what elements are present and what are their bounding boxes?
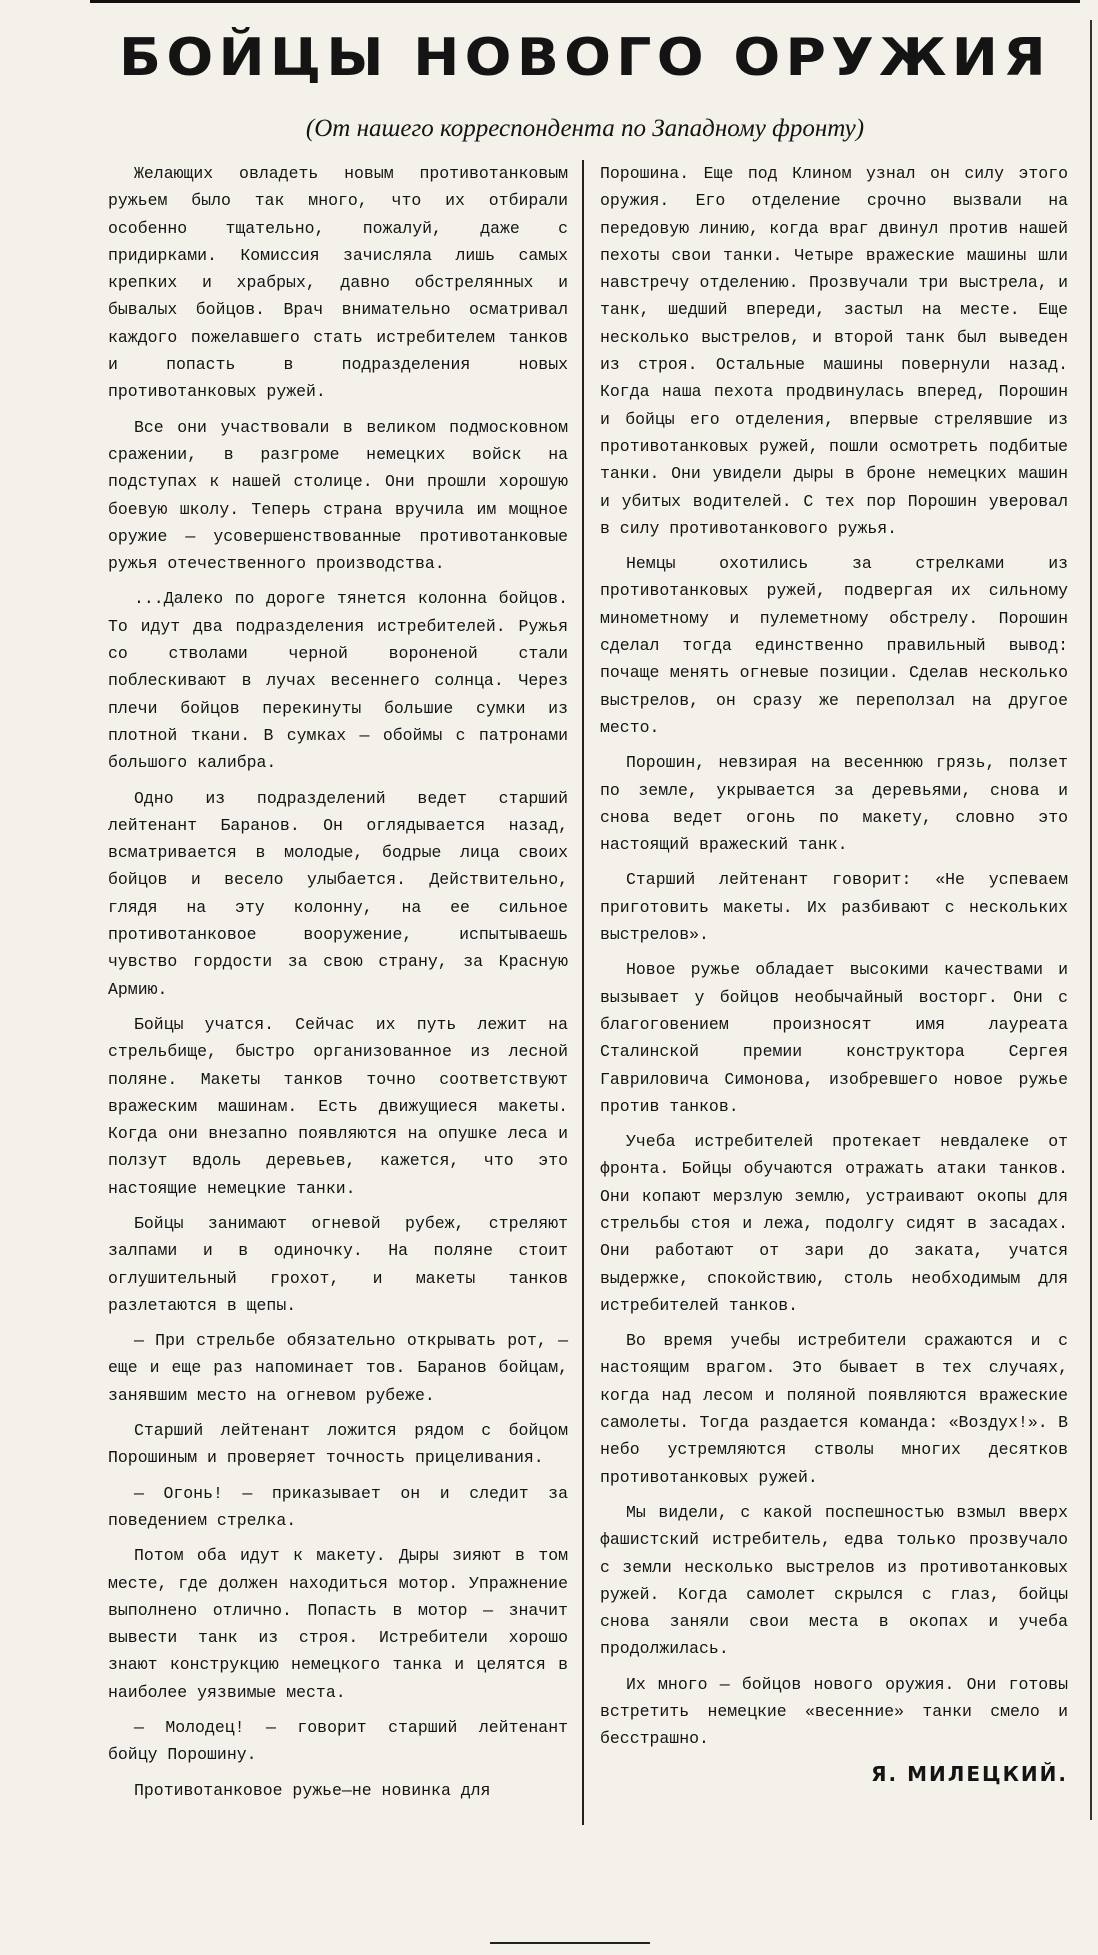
paragraph: Бойцы занимают огневой рубеж, стреляют залпами и в одиночку. На поляне стоит оглушительный грохот, и макеты танков разлетаются в щепы.: [108, 1213, 568, 1315]
paragraph: Немцы охотились за стрелками из противотанковых ружей, подвергая их сильному минометному и пулеметному обстрелу. Порошин сделал тогда единственно правильный вывод: почаще менять огневые позиции. Сделав несколько выстрелов, он сразу же переползал на другое место.: [600, 554, 1068, 737]
paragraph: Все они участвовали в великом подмосковном сражении, в разгроме немецких войск на подступах к нашей столице. Они прошли хорошую боевую школу. Теперь страна вручила им мощное оружие — усовершенствованные противотанковые ружья отечественного производства.: [108, 417, 568, 574]
paragraph: Желающих овладеть новым противотанковым ружьем было так много, что их отбирали особенно тщательно, пожалуй, даже с придирками. Комиссия зачисляла лишь самых крепких и храбрых, давно обстрелянных и бывалых бойцов. Врач внимательно осматривал каждого пожелавшего стать истребителем танков и попасть в подразделения новых противотанковых ружей.: [108, 164, 568, 402]
paragraph: Бойцы учатся. Сейчас их путь лежит на стрельбище, быстро организованное из лесной поляне. Макеты танков точно соответствуют вражеским машинам. Есть движущиеся макеты. Когда они внезапно появляются на опушке леса и ползут вдоль деревьев, кажется, что это настоящие немецкие танки.: [108, 1014, 568, 1198]
headline: БОЙЦЫ НОВОГО ОРУЖИЯ: [119, 28, 1051, 88]
paragraph: Во время учебы истребители сражаются и с настоящим врагом. Это бывает в тех случаях, когда над лесом и поляной появляются вражеские самолеты. Тогда раздается команда: «Воздух!». В небо устремляются стволы многих десятков противотанковых ружей.: [600, 1331, 1068, 1487]
column-divider: [582, 160, 584, 1825]
paragraph: — При стрельбе обязательно открывать рот, — еще и еще раз напоминает тов. Баранов бойцам, занявшим место на огневом рубеже.: [108, 1331, 568, 1405]
paragraph: Старший лейтенант ложится рядом с бойцом Порошиным и проверяет точность прицеливания.: [108, 1421, 568, 1468]
paragraph: Порошин, невзирая на весеннюю грязь, ползет по земле, укрывается за деревьями, снова и снова ведет огонь по макету, словно это настоящий вражеский танк.: [600, 753, 1068, 855]
paragraph: Потом оба идут к макету. Дыры зияют в том месте, где должен находиться мотор. Упражнение выполнено отлично. Попасть в мотор — значит вывести танк из строя. Истребители хорошо знают конструкцию немецкого танка и целятся в наиболее уязвимые места.: [108, 1546, 568, 1702]
paragraph: Мы видели, с какой поспешностью взмыл вверх фашистский истребитель, едва только прозвучало с земли несколько выстрелов из противотанковых ружей. Когда самолет скрылся с глаз, бойцы снова заняли свои места в окопах и учеба продолжилась.: [600, 1502, 1068, 1659]
paragraph: Старший лейтенант говорит: «Не успеваем приготовить макеты. Их разбивают с нескольких выстрелов».: [600, 870, 1068, 945]
paragraph: Противотанковое ружье—не новинка для: [134, 1780, 491, 1800]
bottom-rule: [490, 1942, 650, 1944]
page-edge-rule: [1090, 20, 1092, 1820]
paragraph: Одно из подразделений ведет старший лейтенант Баранов. Он оглядывается назад, всматривается в молодые, бодрые лица своих бойцов и весело улыбается. Действительно, глядя на эту колонну, на ее сильное противотанковое вооружение, испытываешь чувство гордости за свою страну, за Красную Армию.: [108, 788, 568, 999]
paragraph: Порошина. Еще под Клином узнал он силу этого оружия. Его отделение срочно вызвали на передовую линию, когда враг двинул против нашей пехоты свои танки. Четыре вражеские машины шли навстречу отделению. Прозвучали три выстрела, и танк, шедший впереди, застыл на месте. Еще несколько выстрелов, и второй танк был выведен из строя. Остальные машины повернули назад. Когда наша пехота продвинулась вперед, Порошин и бойцы его отделения, впервые стрелявшие из противотанковых ружей, пошли осмотреть подбитые танки. Они увидели дыры в броне немецких машин и убитых водителей. С тех пор Порошин уверовал в силу противотанкового ружья.: [600, 164, 1068, 538]
paragraph: — Огонь! — приказывает он и следит за поведением стрелка.: [108, 1483, 568, 1530]
top-rule: [90, 0, 1080, 3]
paragraph: Их много — бойцов нового оружия. Они готовы встретить немецкие «весенние» танки смело и бесстрашно.: [600, 1674, 1068, 1749]
byline: Я. МИЛЕЦКИЙ.: [871, 1761, 1068, 1786]
article-column-right: [600, 160, 1068, 1788]
article-column-left: [108, 160, 568, 1812]
paragraph: — Молодец! — говорит старший лейтенант бойцу Порошину.: [108, 1718, 568, 1765]
paragraph: Учеба истребителей протекает невдалеке от фронта. Бойцы обучаются отражать атаки танков. Они копают мерзлую землю, устраивают окопы для стрельбы стоя и лежа, подолгу сидят в засадах. Они работают от зари до заката, учатся выдержке, спокойствию, столь необходимым для истребителей танков.: [600, 1132, 1068, 1315]
paragraph: ...Далеко по дороге тянется колонна бойцов. То идут два подразделения истребителей. Ружья со стволами черной вороненой стали поблескивают в лучах весеннего солнца. Через плечи бойцов перекинуты большие сумки из плотной ткани. В сумках — обоймы с патронами большого калибра.: [108, 589, 568, 773]
paragraph: Новое ружье обладает высокими качествами и вызывает у бойцов необычайный восторг. Они с благоговением произносят имя лауреата Сталинской премии конструктора Сергея Гавриловича Симонова, изобревшего новое ружье против танков.: [600, 960, 1068, 1116]
subtitle: (От нашего корреспондента по Западному фронту): [305, 115, 865, 142]
